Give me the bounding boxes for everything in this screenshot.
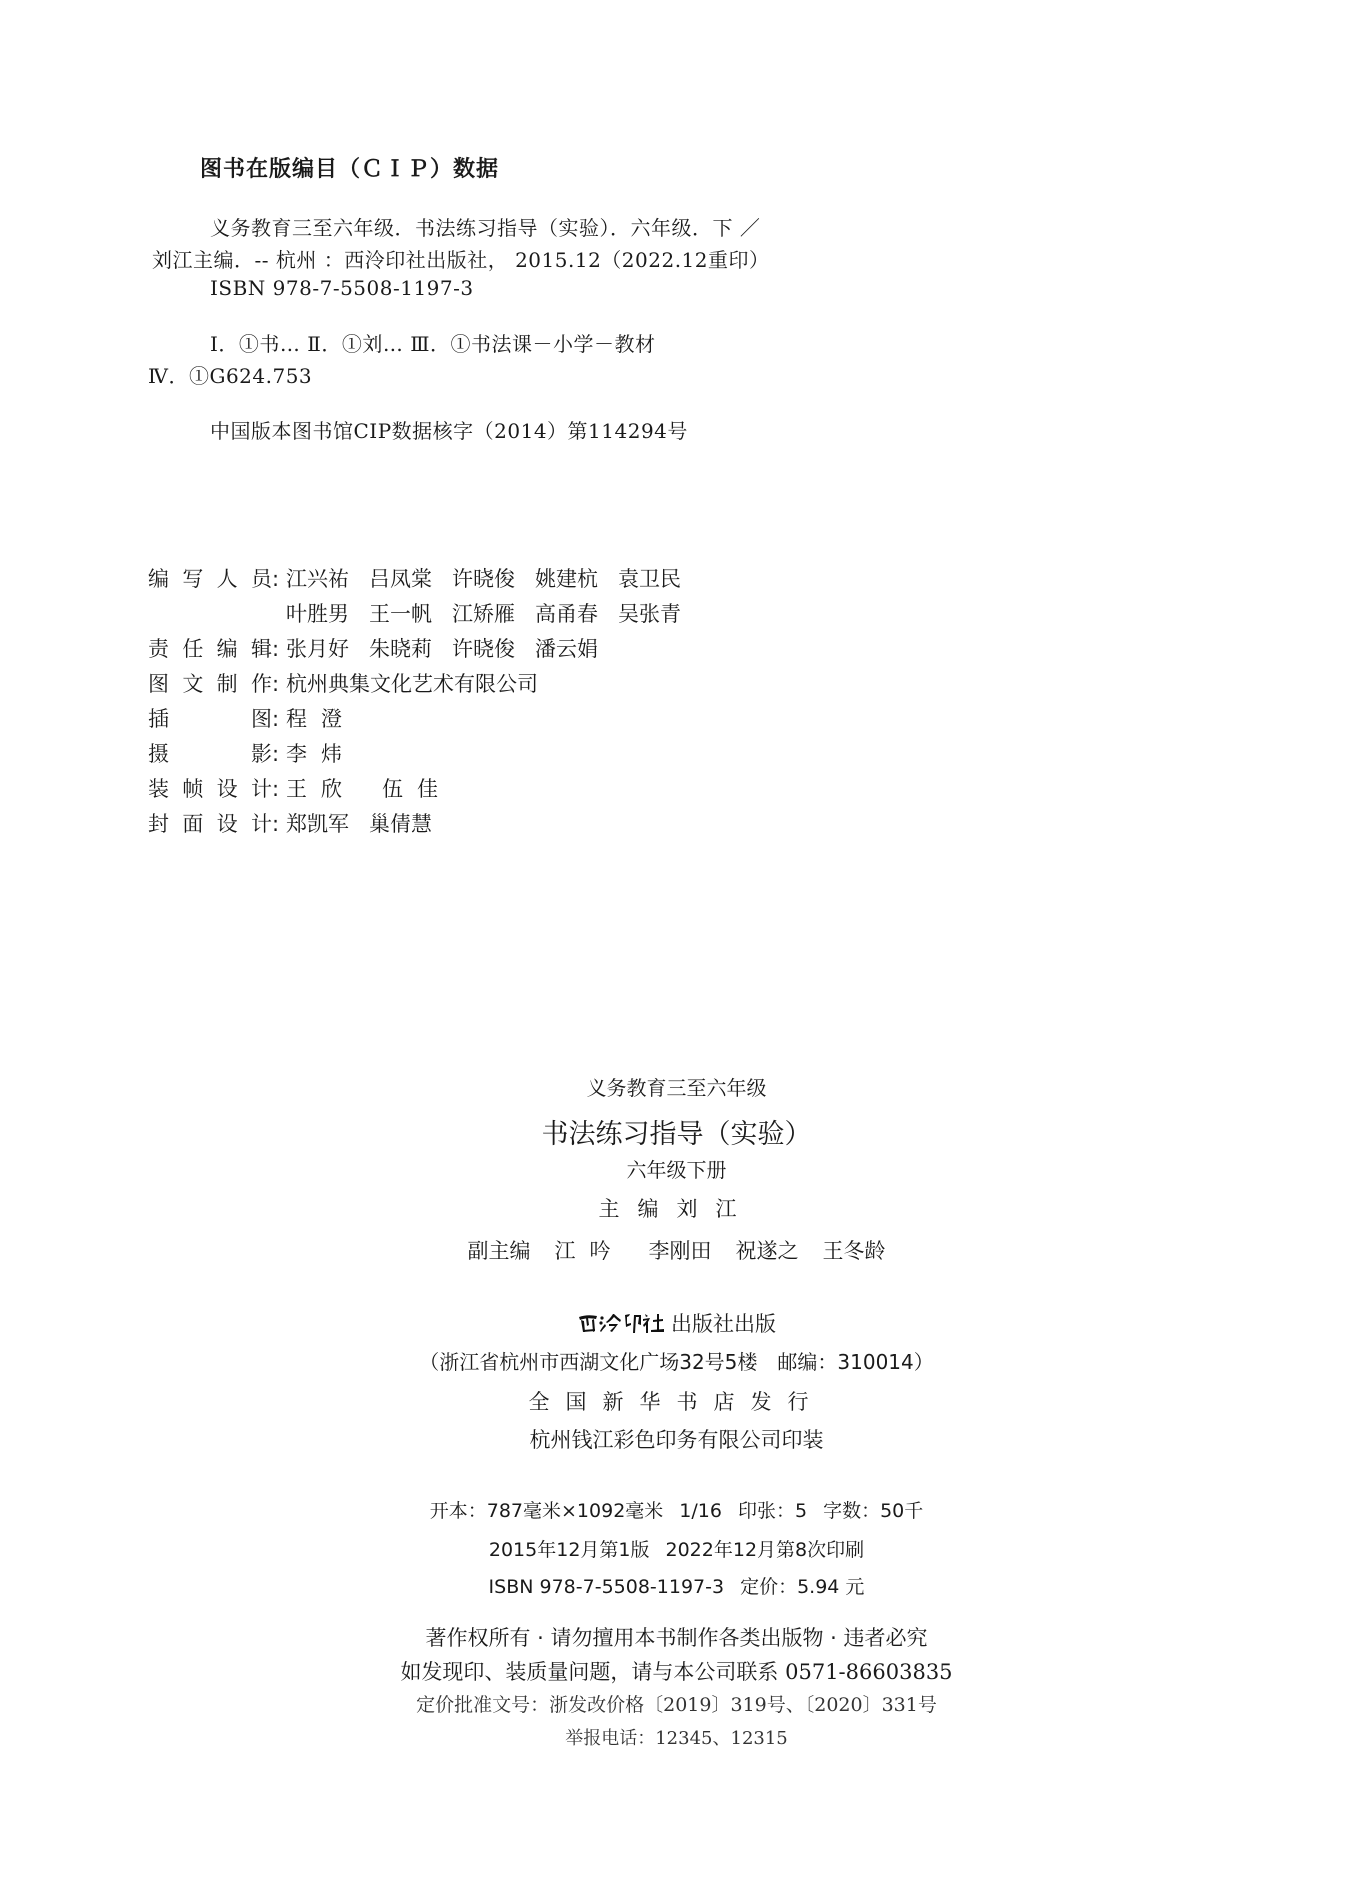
- person-name: 李刚田: [648, 1239, 712, 1263]
- credit-row-binding-design: 装帧设计: 王欣 伍佳: [148, 772, 701, 807]
- cip-line-title: 义务教育三至六年级．书法练习指导（实验）．六年级．下 ／: [210, 216, 761, 240]
- credit-names: [286, 667, 558, 702]
- credit-row-layout: 图文制作: 杭州典集文化艺术有限公司: [148, 667, 701, 702]
- credit-row-writers-cont: [148, 597, 701, 632]
- credit-names: [286, 562, 701, 597]
- credit-names: [286, 807, 452, 842]
- credit-names: [286, 772, 478, 807]
- person-name: 许晓俊: [452, 567, 515, 591]
- credit-label: 责任编辑: [148, 637, 272, 661]
- vice-editor-label: 副主编: [467, 1239, 531, 1263]
- format-word-count: 字数：50千: [823, 1500, 924, 1522]
- credit-label: 图文制作: [148, 672, 272, 696]
- person-name: 许晓俊: [452, 637, 515, 661]
- chief-editor: 主编刘江: [598, 1197, 755, 1221]
- person-name: 高甬春: [535, 602, 598, 626]
- price: 定价：5.94 元: [740, 1576, 865, 1598]
- person-name: 江矫雁: [452, 602, 515, 626]
- price-approval: 定价批准文号：浙发改价格〔2019〕319号、〔2020〕331号: [416, 1694, 937, 1716]
- book-title: 书法练习指导（实验）: [541, 1119, 812, 1150]
- credit-row-illustration: 插图: 程澄: [148, 702, 701, 737]
- publisher-address: （浙江省杭州市西湖文化广场32号5楼 邮编：310014）: [419, 1350, 934, 1374]
- copyright-notice: 著作权所有 · 请勿擅用本书制作各类出版物 · 违者必究: [425, 1626, 928, 1650]
- person-name: 袁卫民: [618, 567, 681, 591]
- publisher-line: [0, 1308, 1353, 1338]
- person-name: 王一帆: [369, 602, 432, 626]
- cip-line-classification-code: Ⅳ．①G624.753: [148, 364, 313, 388]
- isbn: ISBN 978-7-5508-1197-3: [488, 1576, 725, 1598]
- person-name: 姚建杭: [535, 567, 598, 591]
- cip-line-isbn: ISBN 978-7-5508-1197-3: [210, 276, 474, 300]
- staff-credits: [148, 562, 701, 842]
- credit-row-photography: 摄影: 李炜: [148, 737, 701, 772]
- edition-info: [0, 1535, 1353, 1562]
- person-name: 朱晓莉: [369, 637, 432, 661]
- credit-label: 编写人员: [148, 567, 272, 591]
- person-name: 吴张青: [618, 602, 681, 626]
- person-name: 李炜: [286, 742, 356, 766]
- person-name: 吕凤棠: [369, 567, 432, 591]
- publisher-logo: [577, 1311, 665, 1335]
- publisher-suffix: 出版社出版: [671, 1312, 776, 1336]
- format-size: 开本：787毫米×1092毫米: [429, 1500, 664, 1522]
- grade-volume: 六年级下册: [626, 1158, 727, 1182]
- credit-label: 插图: [148, 707, 272, 731]
- person-name: 祝遂之: [735, 1239, 799, 1263]
- printer: 杭州钱江彩色印务有限公司印装: [529, 1428, 824, 1452]
- format-fold: 1/16: [679, 1500, 722, 1522]
- person-name: 江兴祐: [286, 567, 349, 591]
- credit-names: [286, 597, 701, 632]
- cip-line-editor-publisher: 刘江主编．-- 杭州 ：西泠印社出版社， 2015.12（2022.12重印）: [152, 248, 770, 272]
- person-name: 伍佳: [382, 777, 452, 801]
- credit-names: [286, 702, 382, 737]
- series-name: 义务教育三至六年级: [586, 1076, 767, 1100]
- person-name: 张月好: [286, 637, 349, 661]
- person-name: 叶胜男: [286, 602, 349, 626]
- isbn-price: [0, 1572, 1353, 1599]
- vice-editors: [0, 1235, 1353, 1265]
- credit-label: 封面设计: [148, 812, 272, 836]
- person-name: 巢倩慧: [369, 812, 432, 836]
- credit-label: 摄影: [148, 742, 272, 766]
- credit-names: [286, 632, 618, 667]
- credit-label: 装帧设计: [148, 777, 272, 801]
- credit-names: [286, 737, 382, 772]
- cip-line-classification: Ⅰ．①书… Ⅱ．①刘… Ⅲ．①书法课－小学－教材: [210, 332, 656, 356]
- person-name: 潘云娟: [535, 637, 598, 661]
- print-format: [0, 1496, 1353, 1523]
- person-name: 王冬龄: [822, 1239, 886, 1263]
- cip-line-record-number: 中国版本图书馆CIP数据核字（2014）第114294号: [210, 419, 688, 443]
- person-name: 王欣: [286, 777, 356, 801]
- person-name: 程澄: [286, 707, 356, 731]
- person-name: 江吟: [554, 1239, 625, 1263]
- company-name: 杭州典集文化艺术有限公司: [286, 672, 538, 696]
- quality-contact: 如发现印、装质量问题，请与本公司联系 0571-86603835: [400, 1660, 953, 1684]
- credit-row-cover-design: 封面设计: 郑凯军 巢倩慧: [148, 807, 701, 842]
- credit-row-editors: 责任编辑: 张月好 朱晓莉 许晓俊 潘云娟: [148, 632, 701, 667]
- first-edition: 2015年12月第1版: [488, 1539, 650, 1561]
- credit-row-writers: 编写人员: 江兴祐 吕凤棠 许晓俊 姚建杭 袁卫民: [148, 562, 701, 597]
- report-phone: 举报电话：12345、12315: [565, 1728, 788, 1749]
- person-name: 郑凯军: [286, 812, 349, 836]
- current-printing: 2022年12月第8次印刷: [665, 1539, 865, 1561]
- cip-title: 图书在版编目（ＣＩＰ）数据: [200, 157, 500, 182]
- distributor: 全国新华书店发行: [528, 1390, 825, 1414]
- format-sheets: 印张：5: [737, 1500, 808, 1522]
